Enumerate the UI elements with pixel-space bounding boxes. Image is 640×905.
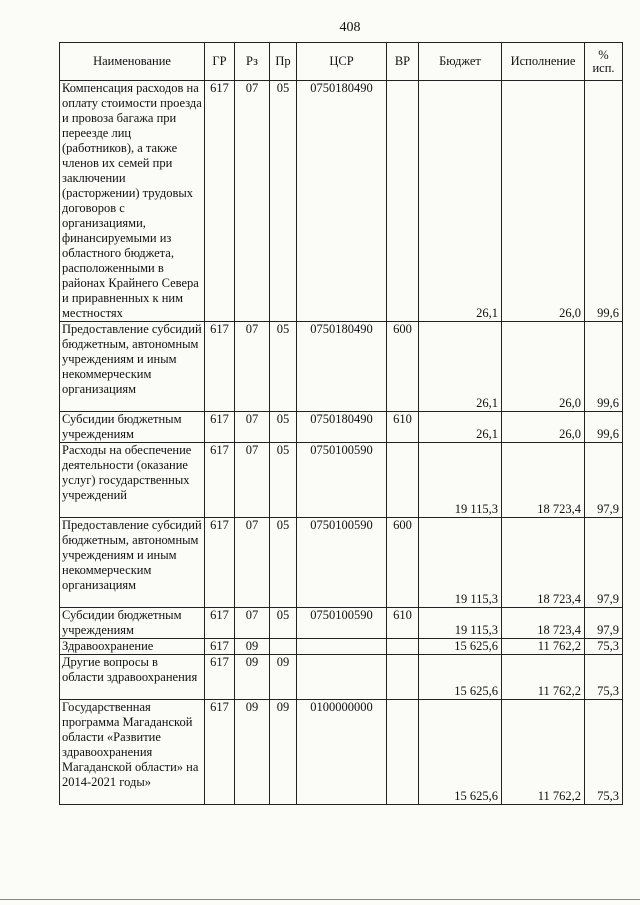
row-vr: 610 bbox=[387, 608, 419, 639]
row-csr: 0750180490 bbox=[297, 81, 387, 322]
header-vr: ВР bbox=[387, 43, 419, 81]
header-percent-symbol: % bbox=[598, 47, 609, 62]
row-gr: 617 bbox=[205, 700, 235, 805]
row-name: Другие вопросы в области здравоохранения bbox=[60, 655, 205, 700]
row-budget: 15 625,6 bbox=[419, 639, 502, 655]
row-vr: 610 bbox=[387, 412, 419, 443]
header-gr: ГР bbox=[205, 43, 235, 81]
row-rz: 07 bbox=[235, 443, 270, 518]
header-percent bbox=[585, 43, 623, 81]
row-pr bbox=[270, 639, 297, 655]
table-row bbox=[60, 639, 623, 655]
row-gr: 617 bbox=[205, 655, 235, 700]
row-percent: 75,3 bbox=[585, 700, 623, 805]
row-csr: 0100000000 bbox=[297, 700, 387, 805]
row-budget: 15 625,6 bbox=[419, 700, 502, 805]
row-vr: 600 bbox=[387, 518, 419, 608]
row-percent: 97,9 bbox=[585, 608, 623, 639]
row-budget: 19 115,3 bbox=[419, 518, 502, 608]
row-percent: 99,6 bbox=[585, 81, 623, 322]
header-name: Наименование bbox=[60, 43, 205, 81]
row-execution: 18 723,4 bbox=[502, 518, 585, 608]
row-rz: 07 bbox=[235, 322, 270, 412]
row-gr: 617 bbox=[205, 518, 235, 608]
row-gr: 617 bbox=[205, 639, 235, 655]
table-row bbox=[60, 322, 623, 412]
table-row bbox=[60, 700, 623, 805]
row-execution: 11 762,2 bbox=[502, 655, 585, 700]
table-header-row bbox=[60, 43, 623, 81]
row-pr: 05 bbox=[270, 608, 297, 639]
row-name: Компенсация расходов на оплату стоимости проезда и провоза багажа при переезде лиц (работников), а также членов их семей при заключении (расторжении) трудовых договоров с организациями, финансируемыми из областного бюджета, расположенными в районах Крайнего Севера и приравненных к ним местностях bbox=[60, 81, 205, 322]
row-rz: 09 bbox=[235, 639, 270, 655]
table-row bbox=[60, 412, 623, 443]
row-name: Государственная программа Магаданской области «Развитие здравоохранения Магаданской области» на 2014-2021 годы» bbox=[60, 700, 205, 805]
row-percent: 97,9 bbox=[585, 443, 623, 518]
row-vr bbox=[387, 700, 419, 805]
table-row bbox=[60, 655, 623, 700]
row-percent: 97,9 bbox=[585, 518, 623, 608]
row-percent: 75,3 bbox=[585, 639, 623, 655]
row-budget: 26,1 bbox=[419, 81, 502, 322]
header-percent-label: исп. bbox=[592, 60, 615, 75]
row-name: Предоставление субсидий бюджетным, автономным учреждениям и иным некоммерческим организациям bbox=[60, 518, 205, 608]
row-gr: 617 bbox=[205, 412, 235, 443]
row-budget: 15 625,6 bbox=[419, 655, 502, 700]
row-csr: 0750180490 bbox=[297, 322, 387, 412]
row-gr: 617 bbox=[205, 608, 235, 639]
table-row bbox=[60, 443, 623, 518]
row-vr bbox=[387, 81, 419, 322]
row-rz: 09 bbox=[235, 700, 270, 805]
row-csr: 0750180490 bbox=[297, 412, 387, 443]
row-pr: 09 bbox=[270, 655, 297, 700]
header-execution: Исполнение bbox=[502, 43, 585, 81]
row-execution: 11 762,2 bbox=[502, 639, 585, 655]
row-percent: 99,6 bbox=[585, 412, 623, 443]
row-vr: 600 bbox=[387, 322, 419, 412]
row-csr bbox=[297, 655, 387, 700]
row-pr: 05 bbox=[270, 443, 297, 518]
header-csr: ЦСР bbox=[297, 43, 387, 81]
table-row bbox=[60, 81, 623, 322]
row-budget: 26,1 bbox=[419, 412, 502, 443]
row-csr bbox=[297, 639, 387, 655]
header-budget: Бюджет bbox=[419, 43, 502, 81]
row-rz: 07 bbox=[235, 608, 270, 639]
row-vr bbox=[387, 639, 419, 655]
row-execution: 26,0 bbox=[502, 322, 585, 412]
row-pr: 09 bbox=[270, 700, 297, 805]
row-execution: 26,0 bbox=[502, 81, 585, 322]
row-rz: 09 bbox=[235, 655, 270, 700]
row-gr: 617 bbox=[205, 81, 235, 322]
row-name: Здравоохранение bbox=[60, 639, 205, 655]
budget-execution-table bbox=[59, 42, 623, 805]
row-csr: 0750100590 bbox=[297, 608, 387, 639]
row-name: Субсидии бюджетным учреждениям bbox=[60, 412, 205, 443]
row-execution: 11 762,2 bbox=[502, 700, 585, 805]
row-rz: 07 bbox=[235, 412, 270, 443]
row-name: Предоставление субсидий бюджетным, автономным учреждениям и иным некоммерческим организациям bbox=[60, 322, 205, 412]
row-vr bbox=[387, 655, 419, 700]
row-pr: 05 bbox=[270, 322, 297, 412]
row-execution: 18 723,4 bbox=[502, 608, 585, 639]
row-execution: 26,0 bbox=[502, 412, 585, 443]
row-gr: 617 bbox=[205, 443, 235, 518]
row-csr: 0750100590 bbox=[297, 518, 387, 608]
row-name: Субсидии бюджетным учреждениям bbox=[60, 608, 205, 639]
header-rz: Рз bbox=[235, 43, 270, 81]
row-pr: 05 bbox=[270, 518, 297, 608]
row-rz: 07 bbox=[235, 518, 270, 608]
row-vr bbox=[387, 443, 419, 518]
header-pr: Пр bbox=[270, 43, 297, 81]
row-rz: 07 bbox=[235, 81, 270, 322]
page-number: 408 bbox=[339, 20, 361, 35]
row-percent: 75,3 bbox=[585, 655, 623, 700]
row-gr: 617 bbox=[205, 322, 235, 412]
row-csr: 0750100590 bbox=[297, 443, 387, 518]
row-name: Расходы на обеспечение деятельности (оказание услуг) государственных учреждений bbox=[60, 443, 205, 518]
table-row bbox=[60, 518, 623, 608]
row-budget: 19 115,3 bbox=[419, 443, 502, 518]
row-pr: 05 bbox=[270, 412, 297, 443]
row-pr: 05 bbox=[270, 81, 297, 322]
row-budget: 19 115,3 bbox=[419, 608, 502, 639]
table-row bbox=[60, 608, 623, 639]
row-percent: 99,6 bbox=[585, 322, 623, 412]
row-budget: 26,1 bbox=[419, 322, 502, 412]
scan-edge-divider bbox=[0, 899, 640, 900]
row-execution: 18 723,4 bbox=[502, 443, 585, 518]
